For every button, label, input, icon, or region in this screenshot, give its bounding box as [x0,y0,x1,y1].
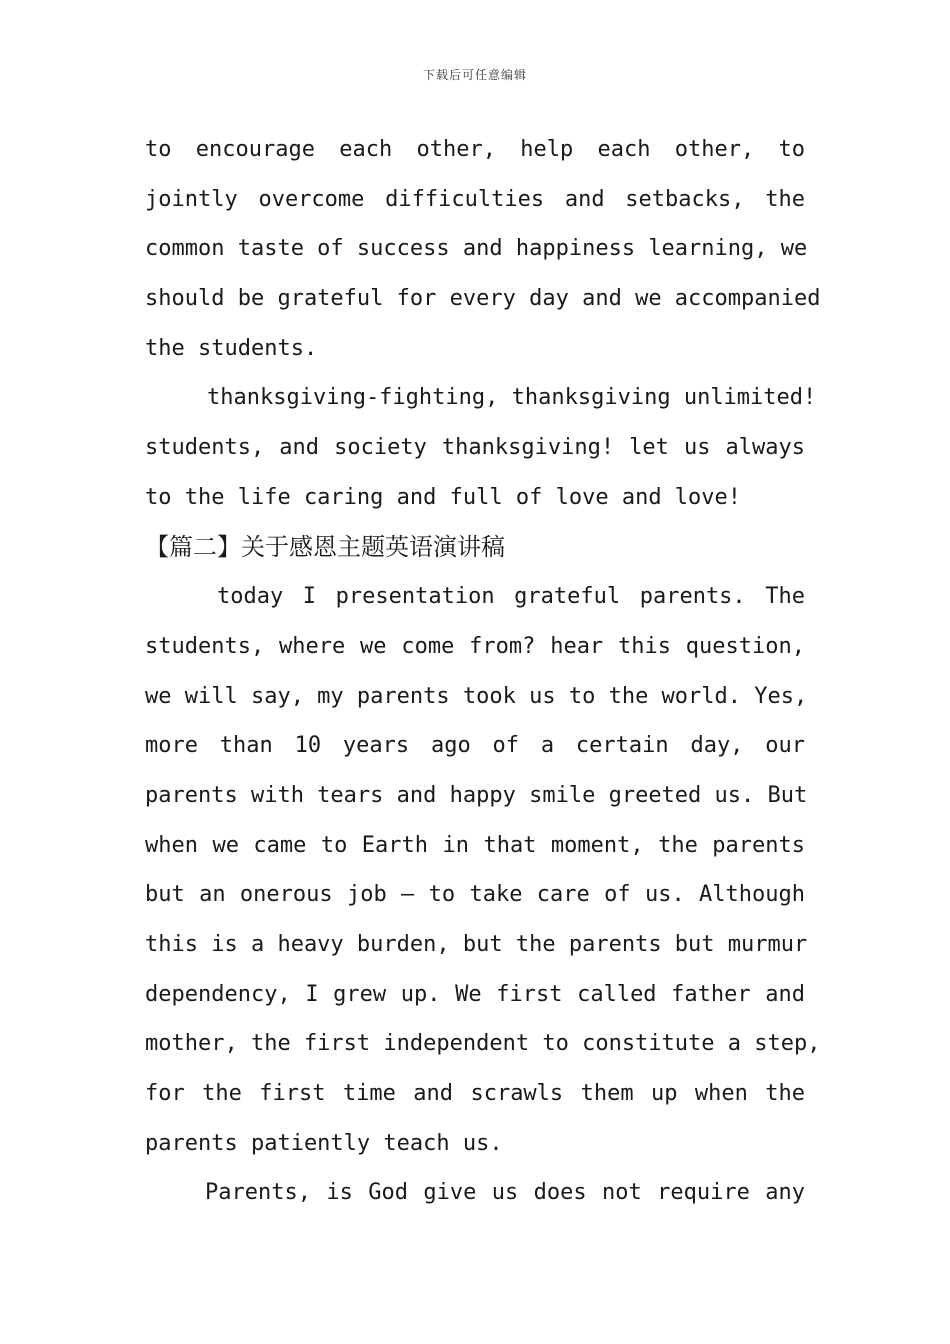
text-line: should be grateful for every day and we accompanied [145,286,821,312]
text-line: this is a heavy burden, but the parents but murmur [145,932,808,957]
text-line: common taste of success and happiness learning, we [145,236,808,262]
text-line: but an onerous job — to take care of us. Although [145,882,805,908]
text-line: dependency, I grew up. We first called father and [145,981,805,1007]
text-line: parents patiently teach us. [145,1130,503,1156]
text-line: students, where we come from? hear this question, [145,633,805,659]
text-line: the students. [145,335,318,361]
text-line: to the life caring and full of love and love! [145,484,742,510]
text-line: today I presentation grateful parents. The [217,584,805,610]
text-line: Parents, is God give us does not require any [205,1180,805,1206]
header-note: 下载后可任意编辑 [422,68,527,82]
document-body [145,125,821,1218]
text-line: more than 10 years ago of a certain day, our [145,733,805,759]
text-line: jointly overcome difficulties and setbacks, the [145,186,805,212]
text-line: parents with tears and happy smile greeted us. But [145,782,808,808]
text-line: mother, the first independent to constitute a step, [145,1031,821,1057]
text-line: we will say, my parents took us to the world. Yes, [145,683,808,709]
section-heading: 【篇二】关于感恩主题英语演讲稿 [145,532,505,561]
text-line: when we came to Earth in that moment, the parents [145,832,805,858]
text-line: thanksgiving-fighting, thanksgiving unlimited! [207,385,817,411]
text-line: students, and society thanksgiving! let us always [145,435,805,461]
text-line: for the first time and scrawls them up when the [145,1081,805,1107]
text-line: to encourage each other, help each other, to [145,137,805,162]
